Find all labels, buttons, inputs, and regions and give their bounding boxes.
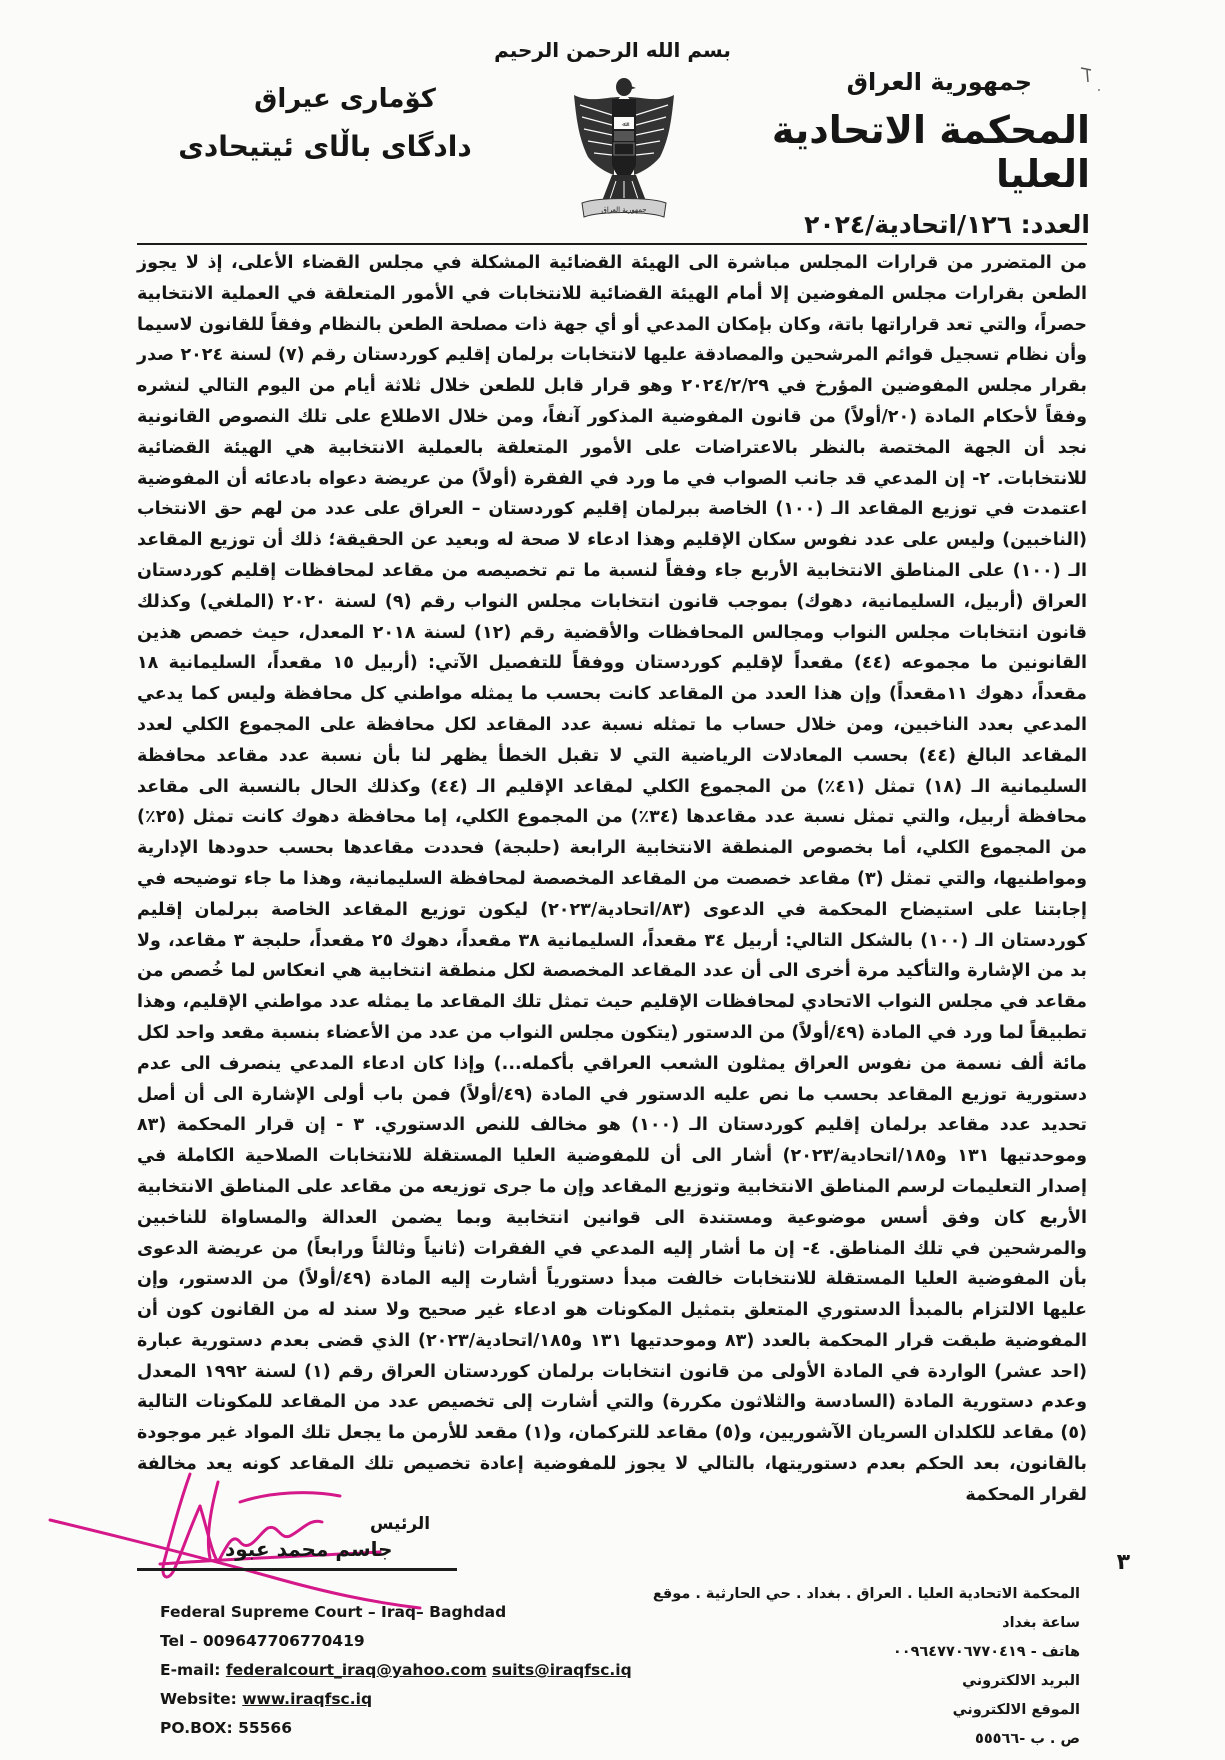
website-link[interactable]: www.iraqfsc.iq (242, 1690, 373, 1708)
footer-address-ar: المحكمة الاتحادية العليا . العراق . بغداد . حي الحارثية . موقع ساعة بغداد (652, 1586, 1080, 1631)
republic-name-ku: كۆمارى عيراق (254, 84, 436, 114)
svg-text:ﷲ: ﷲ (622, 121, 626, 128)
footer-court-name: Federal Supreme Court – Iraq– Baghdad (160, 1603, 507, 1621)
case-number: العدد: ١٢٦/اتحادية/٢٠٢٤ (804, 210, 1090, 239)
emblem-caption: جمهورية العراق (601, 206, 647, 214)
footer-email-label: E-mail: (160, 1661, 221, 1679)
footer-website (160, 1685, 632, 1714)
footer-tel: Tel – 009647706770419 (160, 1632, 365, 1650)
email-link-1[interactable]: federalcourt_iraq@yahoo.com (225, 1661, 487, 1679)
stray-pen-mark (1075, 60, 1105, 100)
page-number: ٣ (1116, 1550, 1130, 1575)
footer-website-ar: الموقع الالكتروني (952, 1702, 1080, 1718)
footer-website-label: Website: (160, 1690, 237, 1708)
footer-arabic (640, 1580, 1080, 1754)
court-name-ar: المحكمة الاتحادية العليا (771, 108, 1090, 196)
judgment-body-text: من المتضرر من قرارات المجلس مباشرة الى الهيئة القضائية المشكلة في مجلس القضاء الأعلى، إذ لا يجوز الطعن بقرارات مجلس المفوضين إلا أمام الهيئة القضائية للانتخابات في الأمور المتعلقة في العملية الانتخابية حصراً، والتي تعد قراراتها باتة، وكان بإمكان المدعي أو أي جهة ذات مصلحة الطعن بالنظام وفقاً للقانون لاسيما وأن نظام تسجيل قوائم المرشحين والمصادقة عليها لانتخابات برلمان إقليم كوردستان رقم (٧) لسنة ٢٠٢٤ صدر بقرار مجلس المفوضين المؤرخ في ٢٠٢٤/٢/٢٩ وهو قرار قابل للطعن خلال ثلاثة أيام من اليوم التالي لنشره وفقاً لأحكام المادة (٢٠/أولاً) من قانون المفوضية المذكور آنفاً، ومن خلال الاطلاع على تلك النصوص القانونية نجد أن الجهة المختصة بالنظر بالاعتراضات على الأمور المتعلقة بالعملية الانتخابية هي الهيئة القضائية للانتخابات. ٢- إن المدعي قد جانب الصواب في ما ورد في الفقرة (أولاً) من عريضة دعواه بادعائه أن المفوضية اعتمدت في توزيع المقاعد الـ (١٠٠) الخاصة ببرلمان إقليم كوردستان – العراق على عدد من لهم حق الانتخاب (الناخبين) وليس على عدد نفوس سكان الإقليم وهذا ادعاء لا صحة له وبعيد عن الحقيقة؛ ذلك أن توزيع المقاعد الـ (١٠٠) على المناطق الانتخابية الأربع جاء وفقاً لنسبة ما تم تخصيصه من مقاعد لمحافظات إقليم كوردستان العراق (أربيل، السليمانية، دهوك) بموجب قانون انتخابات مجلس النواب رقم (٩) لسنة ٢٠٢٠ (الملغي) وكذلك قانون انتخابات مجلس النواب ومجالس المحافظات والأقضية رقم (١٢) لسنة ٢٠١٨ المعدل، حيث خصص هذين القانونين ما مجموعه (٤٤) مقعداً لإقليم كوردستان ووفقاً للتفصيل الآتي: (أربيل ١٥ مقعداً، السليمانية ١٨ مقعداً، دهوك ١١مقعداً) وإن هذا العدد من المقاعد كانت بحسب ما يمثله مواطني كل محافظة وليس كما يدعي المدعي بعدد الناخبين، ومن خلال حساب ما تمثله نسبة عدد المقاعد لكل محافظة على المجموع الكلي لعدد المقاعد البالغ (٤٤) بحسب المعادلات الرياضية التي لا تقبل الخطأ يظهر لنا بأن نسبة عدد مقاعد محافظة السليمانية الـ (١٨) تمثل (٤١٪) من المجموع الكلي لمقاعد الإقليم الـ (٤٤) وكذلك الحال بالنسبة الى مقاعد محافظة أربيل، والتي تمثل نسبة عدد مقاعدها (٣٤٪) من المجموع الكلي، إما محافظة دهوك كانت تمثل (٢٥٪) من المجموع الكلي، أما بخصوص المنطقة الانتخابية الرابعة (حلبجة) فحددت مقاعدها بحسب حدودها الإدارية ومواطنيها، والتي تمثل (٣) مقاعد خصصت من المقاعد المخصصة لمحافظة السليمانية، وهذا ما جاء توضيحه في إجابتنا على استيضاح المحكمة في الدعوى (٨٣/اتحادية/٢٠٢٣) ليكون توزيع المقاعد الخاصة ببرلمان إقليم كوردستان الـ (١٠٠) بالشكل التالي: أربيل ٣٤ مقعداً، السليمانية ٣٨ مقعداً، دهوك ٢٥ مقعداً، حلبجة ٣ مقاعد، ولا بد من الإشارة والتأكيد مرة أخرى الى أن عدد المقاعد المخصصة لكل منطقة انتخابية هي انعكاس لما خُصص من مقاعد في مجلس النواب الاتحادي لمحافظات الإقليم حيث تمثل تلك المقاعد ما يمثله عدد مواطني الإقليم، وهذا تطبيقاً لما ورد في المادة (٤٩/أولاً) من الدستور (يتكون مجلس النواب من عدد من الأعضاء بنسبة مقعد واحد لكل مائة ألف نسمة من نفوس العراق يمثلون الشعب العراقي بأكمله...) وإذا كان ادعاء المدعي ينصرف الى عدم دستورية توزيع المقاعد بحسب ما نص عليه الدستور في المادة (٤٩/أولاً) فمن باب أولى الإشارة الى أن أصل تحديد عدد مقاعد برلمان إقليم كوردستان الـ (١٠٠) هو مخالف للنص الدستوري. ٣ - إن قرار المحكمة (٨٣ وموحدتيها ١٣١ و١٨٥/اتحادية/٢٠٢٣) أشار الى أن للمفوضية العليا المستقلة للانتخابات الصلاحية الكاملة في إصدار التعليمات لرسم المناطق الانتخابية وتوزيع المقاعد وإن ما جرى توزيعه من مقاعد على المناطق الانتخابية الأربع كان وفق أسس موضوعية ومستندة الى قوانين انتخابية وبما يضمن العدالة والمساواة للناخبين والمرشحين في تلك المناطق. ٤- إن ما أشار إليه المدعي في الفقرات (ثانياً وثالثاً ورابعاً) من عريضة الدعوى بأن المفوضية العليا المستقلة للانتخابات خالفت مبدأ دستورياً أشارت إليه المادة (٤٩/أولاً) من الدستور، وإن عليها الالتزام بالمبدأ الدستوري المتعلق بتمثيل المكونات هو ادعاء غير صحيح ولا سند له من القانون كون أن المفوضية طبقت قرار المحكمة بالعدد (٨٣ وموحدتيها ١٣١ و١٨٥/اتحادية/٢٠٢٣) الذي قضى بعدم دستورية عبارة (احد عشر) الواردة في المادة الأولى من قانون انتخابات برلمان كوردستان العراق رقم (١) لسنة ١٩٩٢ المعدل وعدم دستورية المادة (السادسة والثلاثون مكررة) والتي أشارت إلى تخصيص عدد من المقاعد للمكونات التالية (٥) مقاعد للكلدان السريان الآشوريين، و(٥) مقاعد للتركمان، و(١) مقعد للأرمن ما يجعل تلك المواد غير موجودة بالقانون، بعد الحكم بعدم دستوريتها، بالتالي لا يجوز للمفوضية إعادة تخصيص تلك المقاعد كونه يعد مخالفة لقرار المحكمة (137, 253, 1088, 1505)
header-divider (137, 243, 1087, 245)
court-name-ku: دادگاى باڵاى ئيتيحادى (178, 130, 472, 163)
president-name: جاسم محمد عبود (225, 1537, 393, 1561)
president-title: الرئيس (370, 1514, 431, 1534)
republic-name-ar: جمهورية العراق (846, 68, 1032, 96)
footer-english (160, 1598, 632, 1743)
header-kurdish (175, 84, 475, 163)
signature-divider (137, 1568, 457, 1571)
footer-email (160, 1656, 632, 1685)
header-arabic (730, 68, 1090, 239)
eagle-emblem-icon (568, 75, 680, 225)
footer-email-ar: البريد الالكتروني (962, 1673, 1080, 1689)
footer-tel-ar: هاتف - ٠٠٩٦٤٧٧٠٦٧٧٠٤١٩ (892, 1644, 1080, 1660)
footer-pobox-ar: ص . ب -٥٥٥٦٦ (974, 1731, 1080, 1747)
email-link-2[interactable]: suits@iraqfsc.iq (492, 1661, 632, 1679)
footer-pobox: PO.BOX: 55566 (160, 1719, 292, 1737)
basmala: بسم الله الرحمن الرحيم (494, 38, 731, 62)
